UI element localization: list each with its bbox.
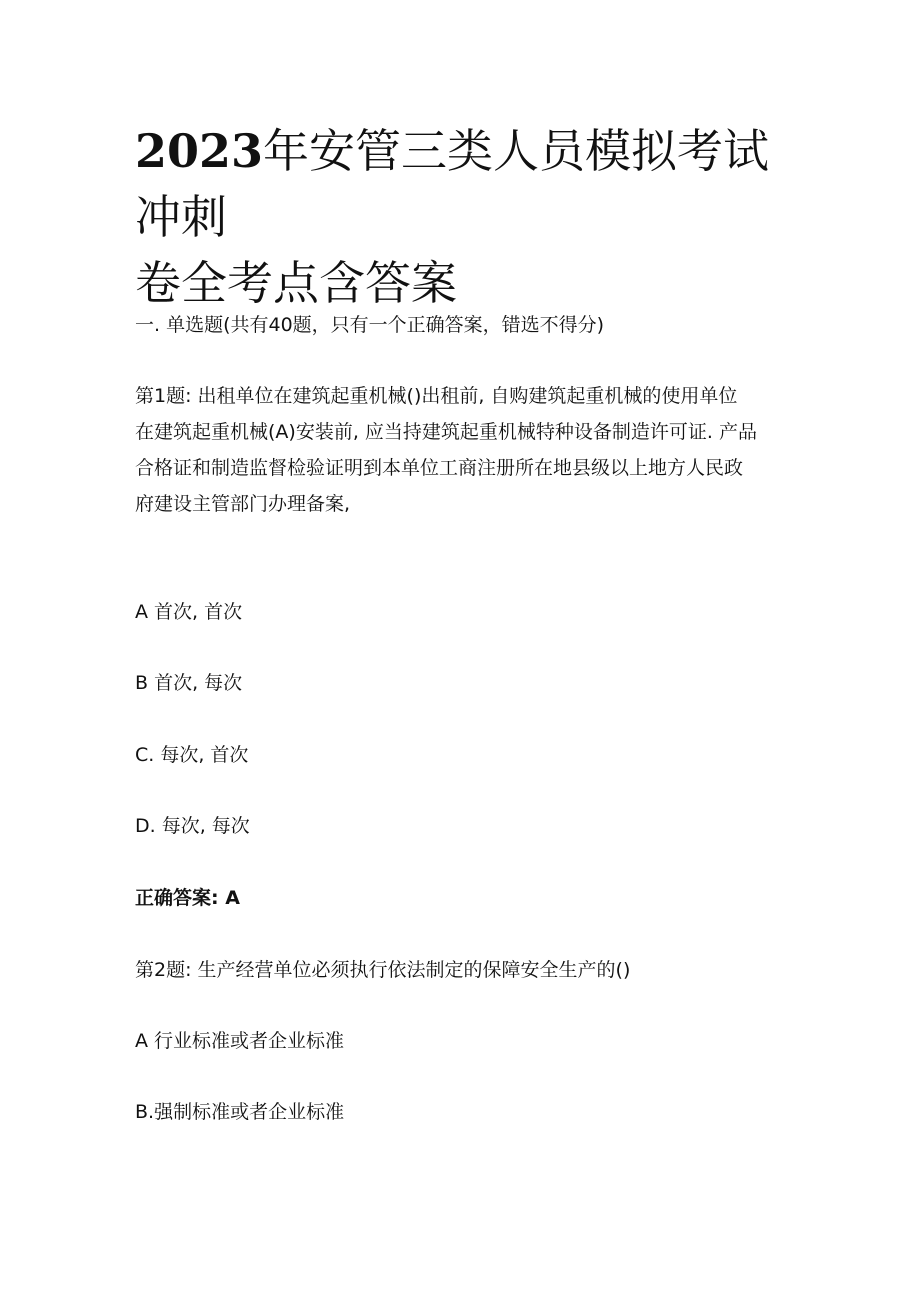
title-line1-text: 年安管三类人员模拟考试冲刺	[135, 124, 770, 244]
question-1-answer: 正确答案: A	[135, 887, 240, 909]
question-1-option-a: A 首次, 首次	[135, 601, 243, 623]
question-2-stem: 第2题: 生产经营单位必须执行依法制定的保障安全生产的()	[135, 959, 631, 981]
question-1-option-b: B 首次, 每次	[135, 672, 243, 694]
title-year: 2023	[135, 124, 264, 178]
question-2-option-b: B.强制标准或者企业标准	[135, 1101, 345, 1123]
question-1-stem-line: 第1题: 出租单位在建筑起重机械()出租前, 自购建筑起重机械的使用单位	[135, 385, 738, 407]
question-1-stem-line: 府建设主管部门办理备案,	[135, 493, 351, 515]
question-1-option-d: D. 每次, 每次	[135, 815, 250, 837]
document-title	[135, 118, 795, 316]
question-2-option-a: A 行业标准或者企业标准	[135, 1030, 345, 1052]
title-line2-text: 卷全考点含答案	[135, 256, 457, 310]
question-1-stem-line: 合格证和制造监督检验证明到本单位工商注册所在地县级以上地方人民政	[135, 457, 744, 479]
question-1-stem	[135, 378, 795, 522]
question-1-stem-line: 在建筑起重机械(A)安装前, 应当持建筑起重机械特种设备制造许可证. 产品	[135, 421, 757, 443]
section-heading: 一. 单选题(共有40题，只有一个正确答案，错选不得分)	[135, 314, 605, 336]
question-1-option-c: C. 每次, 首次	[135, 744, 249, 766]
